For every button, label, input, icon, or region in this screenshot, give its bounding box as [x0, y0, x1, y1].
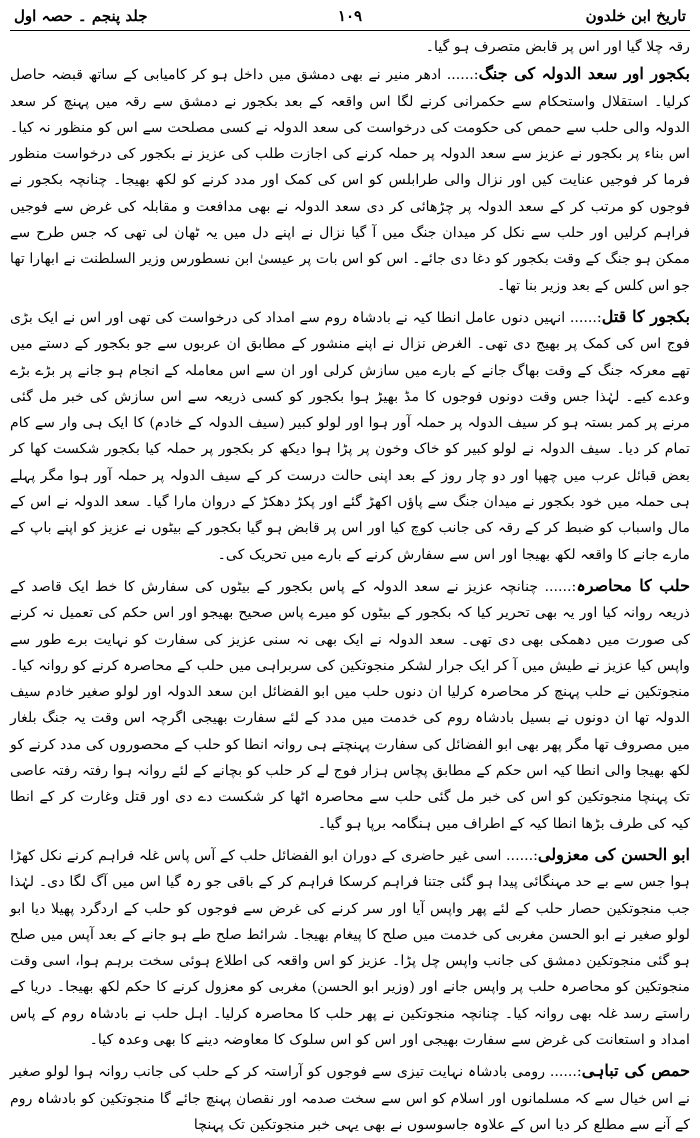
section-heading: ابو الحسن کی معزولی — [537, 844, 691, 864]
section-heading: بکجور کا قتل — [601, 306, 690, 326]
paragraph-continuation — [10, 34, 690, 60]
paragraph-abul-hasan-dismissal: ابو الحسن کی معزولی:...... اسی غیر حاضری کے دوران ابو الفضائل حلب کے آس پاس غلہ فراہم کرنے نکل کھڑا ہوا جس سے بے حد مہنگائی پیدا ہو گئی جتنا فراہم کرسکا فراہم کر کے باقی جو رہ گیا اس میں آگ لگا دی۔ لہٰذا جب منجوتکین حصار حلب کے لئے پھر واپس آیا اور سر کرنے کی غرض سے فوجوں کو حلب کے اردگرد پھیلا دیا ابو لولو صغیر نے ابو الحسن مغربی کی خدمت میں صلح کا پیغام بھیجا۔ شرائط صلح طے ہو جانے کے بعد آپس میں صلح ہو گئی منجوتکین دمشق کی جانب واپس چل پڑا۔ عزیز کو اس واقعہ کی اطلاع ہوئی سخت برہم ہوا، اسی وقت منجوتکین کو محاصرہ حلب پر واپس جانے اور (وزیر ابو الحسن) مغربی کو معزول کرنے کا حکم لکھ بھیجا۔ دریا کے راستے رسد غلہ بھی روانہ کیا۔ چنانچہ منجوتکین نے پھر حلب کا محاصرہ کرلیا۔ اہل حلب نے بادشاہ روم کے پاس امداد و استعانت کی غرض سے سفارت بھیجی اور اس کو اس سلوک کا معاوضہ دینے کا بھی وعدہ کیا۔ — [10, 844, 691, 1048]
page-header — [10, 4, 690, 31]
page-body — [10, 34, 690, 1138]
paragraph-homs-destruction: حمص کی تباہی:...... رومی بادشاہ نہایت تیزی سے فوجوں کو آراستہ کر کے حلب کی جانب روانہ ہوا لولو صغیر نے اس خیال سے کہ مسلمانوں اور اسلام کو اس سے سخت صدمہ اور نقصان پہنچ جائے گا منجوتکین کو بادشاہ روم کے آنے سے مطلع کر دیا اس کے علاوہ جاسوسوں نے بھی یہی خبر منجوتکین تک پہنچا — [10, 1061, 690, 1133]
paragraph-text: اسی غیر حاضری کے دوران ابو الفضائل حلب کے آس پاس غلہ فراہم کرنے نکل کھڑا ہوا جس سے بے حد مہنگائی پیدا ہو گئی جتنا فراہم کرسکا فراہم کر کے باقی جو رہ گیا اس میں آگ لگا دی۔ لہٰذا جب منجوتکین حصار حلب کے لئے پھر واپس آیا اور سر کرنے کی غرض سے فوجوں کو حلب کے اردگرد پھیلا دیا ابو لولو صغیر نے ابو الحسن مغربی کی خدمت میں صلح کا پیغام بھیجا۔ شرائط صلح طے ہو جانے کے بعد آپس میں صلح ہو گئی منجوتکین دمشق کی جانب واپس چل پڑا۔ عزیز کو اس واقعہ کی اطلاع ہوئی سخت برہم ہوا، اسی وقت منجوتکین کو محاصرہ حلب پر واپس جانے اور (وزیر ابو الحسن) مغربی کو معزول کرنے کا حکم لکھ بھیجا۔ دریا کے راستے رسد غلہ بھی روانہ کیا۔ چنانچہ منجوتکین نے پھر حلب کا محاصرہ کرلیا۔ اہل حلب نے بادشاہ روم کے پاس امداد و استعانت کی غرض سے سفارت بھیجی اور اس کو اس سلوک کا معاوضہ دینے کا بھی وعدہ کیا۔ — [10, 847, 690, 1048]
section-heading: حمص کی تباہی — [581, 1061, 690, 1081]
paragraph-text: ادھر منیر نے بھی دمشق میں داخل ہو کر کامیابی کے ساتھ قبضہ حاصل کرلیا۔ استقلال واستحکام سے حکمرانی کرنے لگا اس واقعہ کے بعد بکجور نے دمشق سے رقہ میں پہنچ کر سعد الدولہ والی حلب سے حمص کی حکومت کی درخواست کی سعد الدولہ نے کسی مصلحت سے اس کو منظور نہ کیا۔ اس بناء پر بکجور نے عزیز سے سعد الدولہ پر حملہ کرنے کی اجازت طلب کی عزیز نے بکجور کی درخواست منظور فرما کر فوجیں عنایت کیں اور نزال والی طرابلس کو اس کی کمک اور مدد کرنے کو لکھ بھیجا۔ چنانچہ بکجور نے فوجوں کو مرتب کر کے سعد الدولہ پر چڑھائی کر دی سعد الدولہ نے بھی مدافعت و مقابلہ کی غرض سے فوجیں فراہم کرلیں اور حلب سے نکل کر میدان جنگ میں آ گیا نزال نے اپنے دل میں یہ ٹھان لی تھی کہ جس طرح سے ممکن ہو جنگ کے وقت بکجور کو دغا دی جائے۔ اس کو اس بات پر عیسیٰ ابن نسطورس وزیر السلطنت نے ابھارا تھا جو اس کلس کے بعد وزیر بنا تھا۔ — [10, 67, 690, 294]
page-number: ۱۰۹ — [337, 7, 363, 25]
section-heading: حلب کا محاصرہ — [576, 575, 690, 595]
paragraph-text: رقہ چلا گیا اور اس پر قابض متصرف ہو گیا۔ — [425, 39, 690, 55]
book-title: تاریخ ابن خلدون — [585, 7, 686, 25]
paragraph-bakjur-killed: بکجور کا قتل:...... انہیں دنوں عامل انطا کیہ نے بادشاہ روم سے امداد کی درخواست کی تھی اور اس نے ایک بڑی فوج اس کی کمک پر بھیج دی تھی۔ الغرض نزال نے اپنے منشور کے مطابق ان عربوں سے جو بکجور کے دستے میں تھے معرکہ جنگ کے وقت بھاگ جانے کے بارے میں سازش کرلی اور ان سے اس معاملہ کے انجام ہو جانے پر بڑے بڑے وعدے کیے۔ لہٰذا جس وقت دونوں فوجوں کا مڈ بھیڑ ہوا بکجور کو کسی ذریعہ سے اس سازش کی خبر مل گئی مرنے پر کمر بستہ ہو کر سیف الدولہ پر حملہ آور ہوا اور لولو کبیر (سیف الدولہ کے خادم) کا ایک ہی وار سے کام تمام کر دیا۔ سیف الدولہ نے لولو کبیر کو خاک وخون پر پڑا ہوا دیکھ کر بکجور پر حملہ کیا بکجور شکست کھا کر بعض قبائل عرب میں چھپا اور دو چار روز کے بعد اپنی حالت درست کر کے سیف الدولہ پر حملہ آور ہوا مگر پہلے ہی حملہ میں خود بکجور نے میدان جنگ سے پاؤں اکھڑ گئے اور پکڑ دھکڑ کے دروان مارا گیا۔ سعد الدولہ نے اس کے مال واسباب کو ضبط کر کے رقہ کی جانب کوچ کیا اور اس پر قابض ہو گیا بکجور کے بیٹوں نے عزیز کو اپنے باپ کے مارے جانے کا واقعہ لکھ بھیجا اور اس سے سفارش کرنے کے بارے میں تحریک کی۔ — [10, 306, 690, 563]
paragraph-bakjur-battle: بکجور اور سعد الدولہ کی جنگ:...... ادھر منیر نے بھی دمشق میں داخل ہو کر کامیابی کے ساتھ قبضہ حاصل کرلیا۔ استقلال واستحکام سے حکمرانی کرنے لگا اس واقعہ کے بعد بکجور نے دمشق سے رقہ میں پہنچ کر سعد الدولہ والی حلب سے حمص کی حکومت کی درخواست کی سعد الدولہ نے کسی مصلحت سے اس کو منظور نہ کیا۔ اس بناء پر بکجور نے عزیز سے سعد الدولہ پر حملہ کرنے کی اجازت طلب کی عزیز نے بکجور کی درخواست منظور فرما کر فوجیں عنایت کیں اور نزال والی طرابلس کو اس کی کمک اور مدد کرنے کو لکھ بھیجا۔ چنانچہ بکجور نے فوجوں کو مرتب کر کے سعد الدولہ پر چڑھائی کر دی سعد الدولہ نے بھی مدافعت و مقابلہ کی غرض سے فوجیں فراہم کرلیں اور حلب سے نکل کر میدان جنگ میں آ گیا نزال نے اپنے دل میں یہ ٹھان لی تھی کہ جس طرح سے ممکن ہو جنگ کے وقت بکجور کو دغا دی جائے۔ اس کو اس بات پر عیسیٰ ابن نسطورس وزیر السلطنت نے ابھارا تھا جو اس کلس کے بعد وزیر بنا تھا۔ — [10, 64, 690, 294]
paragraph-aleppo-siege: حلب کا محاصرہ:...... چنانچہ عزیز نے سعد الدولہ کے پاس بکجور کے بیٹوں کی سفارش کا خط ایک قاصد کے ذریعہ روانہ کیا اور یہ بھی تحریر کیا کہ بکجور کے بیٹوں کو میرے پاس صحیح بھیجو اور اس حکم کی تعمیل نہ کرنے کی صورت میں دھمکی بھی دی تھی۔ سعد الدولہ نے ایک بھی نہ سنی عزیز کی سفارت کو نہایت برے طور سے واپس کیا عزیز نے طیش میں آ کر ایک جرار لشکر منجوتکین کی سربراہی میں حلب کے محاصرہ کرنے کو روانہ کیا۔ منجوتکین نے حلب پہنچ کر محاصرہ کرلیا ان دنوں حلب میں ابو الفضائل ابن سعد الدولہ اور لولو صغیر خادم سیف الدولہ تھا ان دونوں نے بسیل بادشاہ روم کی خدمت میں مدد کے لئے سفارت بھیجی اگرچہ اس وقت یہ جنگ بلغار میں مصروف تھا مگر پھر بھی ابو الفضائل کی سفارت پہنچتے ہی روانہ انطا کو حلب کے محصوروں کی مدد کرنے کو لکھ بھیجا والی انطا کیہ اس حکم کے مطابق پچاس ہزار فوج لے کر حلب کو بچانے کے لئے روانہ ہوا رفتہ رفتہ عاصی تک پہنچا منجوتکین کو اس کی خبر مل گئی حلب سے محاصرہ اٹھا کر شکست دے دی اور قتل وغارت کر کے انطا کیہ کی طرف بڑھا انطا کیہ کے اطراف میں ہنگامہ برپا ہو گیا۔ — [10, 575, 690, 832]
paragraph-text: انہیں دنوں عامل انطا کیہ نے بادشاہ روم سے امداد کی درخواست کی تھی اور اس نے ایک بڑی فوج اس کی کمک پر بھیج دی تھی۔ الغرض نزال نے اپنے منشور کے مطابق ان عربوں سے جو بکجور کے دستے میں تھے معرکہ جنگ کے وقت بھاگ جانے کے بارے میں سازش کرلی اور ان سے اس معاملہ کے انجام ہو جانے پر بڑے بڑے وعدے کیے۔ لہٰذا جس وقت دونوں فوجوں کا مڈ بھیڑ ہوا بکجور کو کسی ذریعہ سے اس سازش کی خبر مل گئی مرنے پر کمر بستہ ہو کر سیف الدولہ پر حملہ آور ہوا اور لولو کبیر (سیف الدولہ کے خادم) کا ایک ہی وار سے کام تمام کر دیا۔ سیف الدولہ نے لولو کبیر کو خاک وخون پر پڑا ہوا دیکھ کر بکجور پر حملہ کیا بکجور شکست کھا کر بعض قبائل عرب میں چھپا اور دو چار روز کے بعد اپنی حالت درست کر کے سیف الدولہ پر حملہ آور ہوا مگر پہلے ہی حملہ میں خود بکجور نے میدان جنگ سے پاؤں اکھڑ گئے اور پکڑ دھکڑ کے دروان مارا گیا۔ سعد الدولہ نے اس کے مال واسباب کو ضبط کر کے رقہ کی جانب کوچ کیا اور اس پر قابض ہو گیا بکجور کے بیٹوں نے عزیز کو اپنے باپ کے مارے جانے کا واقعہ لکھ بھیجا اور اس سے سفارش کرنے کے بارے میں تحریک کی۔ — [10, 309, 690, 563]
section-heading: بکجور اور سعد الدولہ کی جنگ — [478, 64, 690, 84]
volume-label: جلد پنجم ۔ حصہ اول — [14, 7, 148, 25]
paragraph-text: رومی بادشاہ نہایت تیزی سے فوجوں کو آراستہ کر کے حلب کی جانب روانہ ہوا لولو صغیر نے اس خیال سے کہ مسلمانوں اور اسلام کو اس سے سخت صدمہ اور نقصان پہنچ جائے گا منجوتکین کو بادشاہ روم کے آنے سے مطلع کر دیا اس کے علاوہ جاسوسوں نے بھی یہی خبر منجوتکین تک پہنچا — [10, 1064, 690, 1133]
paragraph-text: چنانچہ عزیز نے سعد الدولہ کے پاس بکجور کے بیٹوں کی سفارش کا خط ایک قاصد کے ذریعہ روانہ کیا اور یہ بھی تحریر کیا کہ بکجور کے بیٹوں کو میرے پاس صحیح بھیجو اور اس حکم کی تعمیل نہ کرنے کی صورت میں دھمکی بھی دی تھی۔ سعد الدولہ نے ایک بھی نہ سنی عزیز کی سفارت کو نہایت برے طور سے واپس کیا عزیز نے طیش میں آ کر ایک جرار لشکر منجوتکین کی سربراہی میں حلب کے محاصرہ کرنے کو روانہ کیا۔ منجوتکین نے حلب پہنچ کر محاصرہ کرلیا ان دنوں حلب میں ابو الفضائل ابن سعد الدولہ اور لولو صغیر خادم سیف الدولہ تھا ان دونوں نے بسیل بادشاہ روم کی خدمت میں مدد کے لئے سفارت بھیجی اگرچہ اس وقت یہ جنگ بلغار میں مصروف تھا مگر پھر بھی ابو الفضائل کی سفارت پہنچتے ہی روانہ انطا کو حلب کے محصوروں کی مدد کرنے کو لکھ بھیجا والی انطا کیہ اس حکم کے مطابق پچاس ہزار فوج لے کر حلب کو بچانے کے لئے روانہ ہوا رفتہ رفتہ عاصی تک پہنچا منجوتکین کو اس کی خبر مل گئی حلب سے محاصرہ اٹھا کر شکست دے دی اور قتل وغارت کر کے انطا کیہ کی طرف بڑھا انطا کیہ کے اطراف میں ہنگامہ برپا ہو گیا۔ — [10, 578, 690, 832]
